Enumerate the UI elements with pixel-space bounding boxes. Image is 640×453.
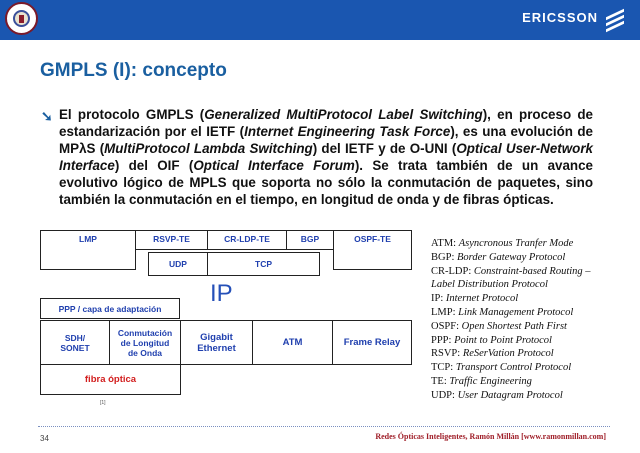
layer-gigabit-ethernet: Gigabit Ethernet	[180, 320, 253, 365]
definition-item: OSPF: Open Shortest Path First	[431, 320, 567, 332]
definition-item: ATM: Asyncronous Tranfer Mode	[431, 238, 574, 249]
footer-divider	[38, 426, 610, 427]
definition-item: UDP: User Datagram Protocol	[431, 389, 563, 401]
layer-lmp: LMP	[40, 230, 136, 270]
layer-sdh-sonet: SDH/ SONET	[40, 320, 110, 365]
header-banner	[0, 0, 640, 40]
intro-paragraph: El protocolo GMPLS (Generalized MultiProtocol Label Switching), en proceso de estandarización por el IETF (Internet Engineering Task Force), es una evolución de MPλS (MultiProtocol Lambda Switching) del IETF y de O-UNI (Optical User-Network Interface) del OIF (Optical Interface Forum). Se trata también de un avance evolutivo lógico de MPLS que soporta no sólo la conmutación de paquetes, sino también la conmutación en el tiempo, en longitud de onda y de fibras ópticas.	[59, 107, 594, 207]
layer-udp: UDP	[148, 252, 208, 276]
layer-ospf-te: OSPF-TE	[333, 230, 412, 270]
definition-item: LMP: Link Management Protocol	[431, 306, 574, 318]
footer-credit: Redes Ópticas Inteligentes, Ramón Millán [www.ramonmillan.com]	[375, 432, 606, 441]
layer-tcp: TCP	[207, 252, 320, 276]
ericsson-logo-icon	[606, 9, 624, 29]
definition-item: BGP: Border Gateway Protocol	[431, 251, 566, 263]
definition-item: RSVP: ReSerVation Protocol	[431, 348, 554, 360]
definition-item: Label Distribution Protocol	[431, 279, 548, 291]
definition-item: TE: Traffic Engineering	[431, 375, 532, 387]
bullet-arrow-icon: ➘	[41, 108, 53, 124]
definition-item: PPP: Point to Point Protocol	[431, 334, 552, 346]
layer-ppp: PPP / capa de adaptación	[40, 298, 180, 319]
layer-bgp: BGP	[286, 230, 334, 250]
layer-cr-ldp-te: CR-LDP-TE	[207, 230, 287, 250]
layer-frame-relay: Frame Relay	[332, 320, 412, 365]
protocol-stack-diagram	[40, 230, 412, 397]
layer-ip: IP	[210, 280, 233, 307]
layer-fibra-optica: fibra óptica	[40, 364, 181, 395]
definition-item: TCP: Transport Control Protocol	[431, 362, 572, 374]
diagram-reference-label: [1]	[100, 400, 106, 406]
definition-item: CR-LDP: Constraint-based Routing –	[431, 265, 591, 277]
page-number: 34	[40, 434, 49, 443]
acronym-definitions	[431, 237, 591, 403]
layer-rsvp-te: RSVP-TE	[135, 230, 208, 250]
layer-conmutacion-longitud-onda: Conmutación de Longitud de Onda	[109, 320, 181, 365]
definition-item: IP: Internet Protocol	[431, 293, 519, 305]
university-seal-logo	[5, 2, 38, 35]
ericsson-wordmark: ERICSSON	[522, 10, 598, 25]
slide-title: GMPLS (I): concepto	[40, 60, 227, 81]
layer-atm: ATM	[252, 320, 333, 365]
